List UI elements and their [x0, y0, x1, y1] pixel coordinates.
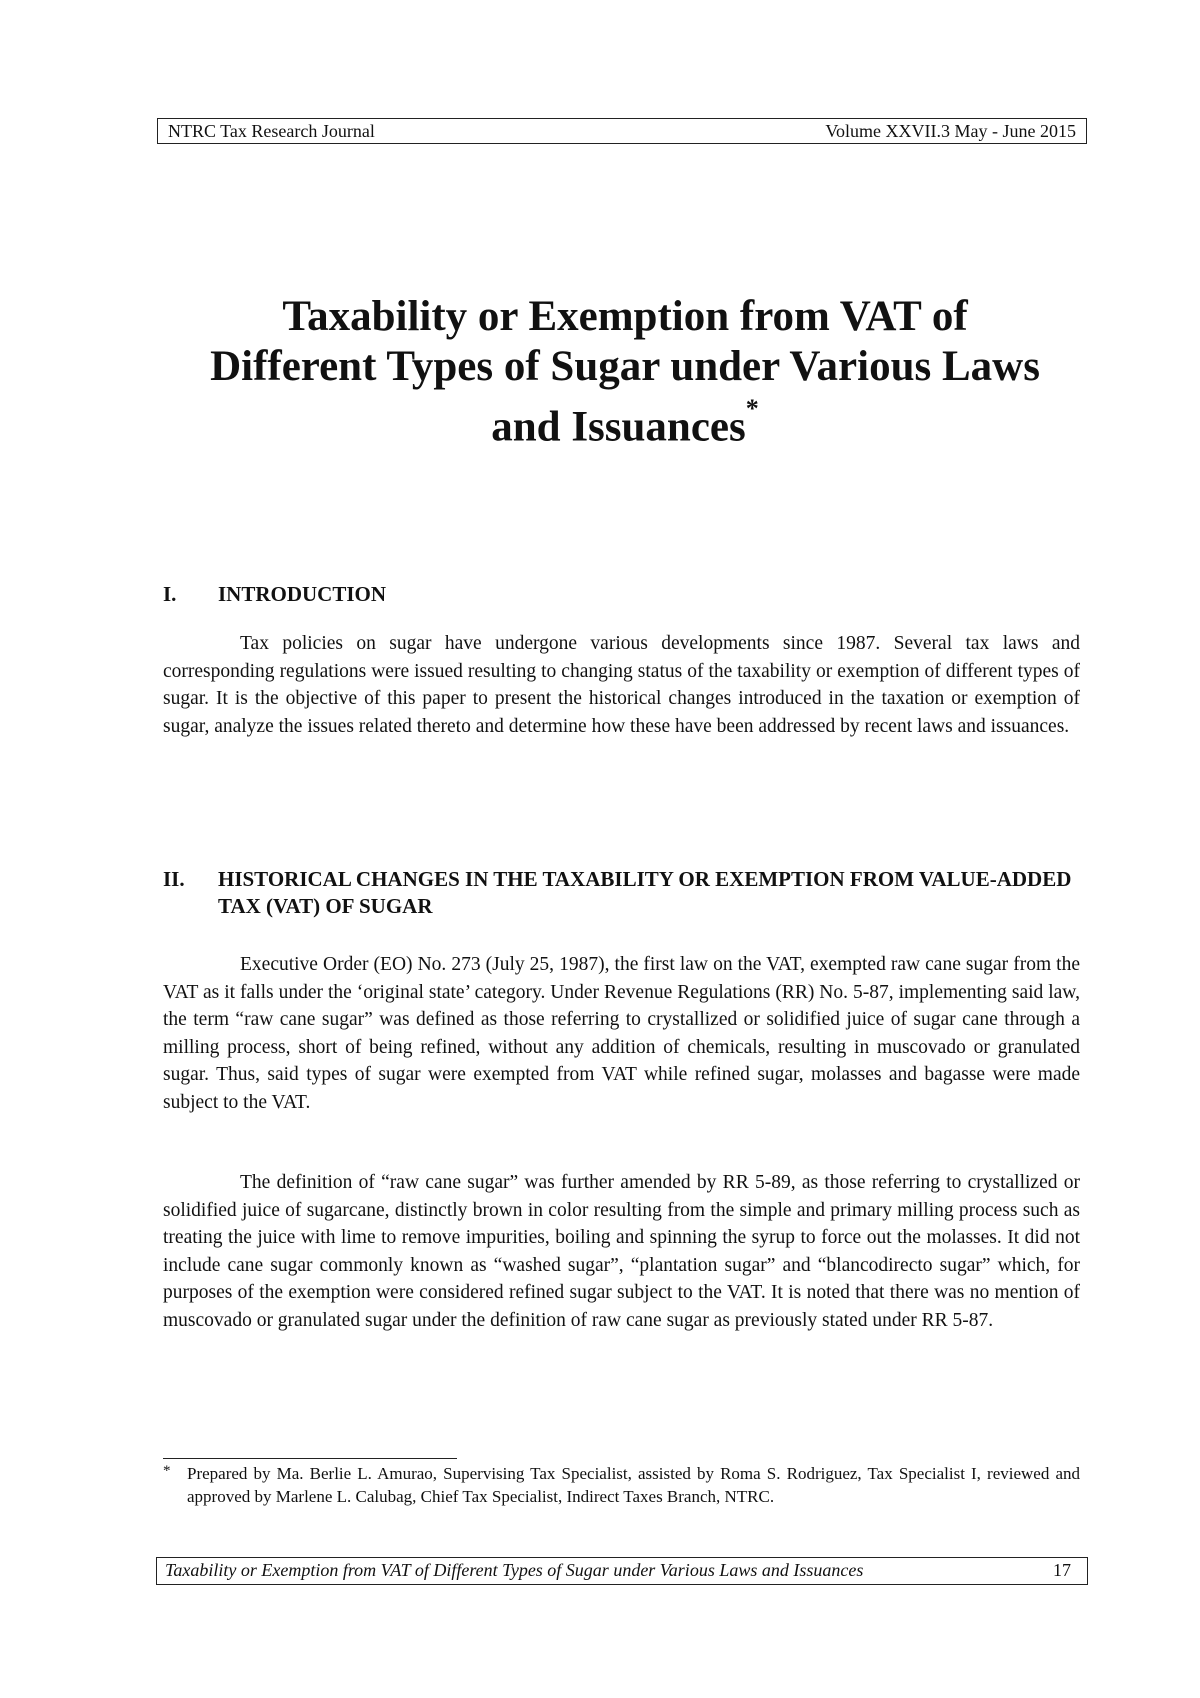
title-footnote-marker: * — [745, 394, 759, 423]
running-header — [157, 118, 1087, 144]
title-line-3-text: and Issuances — [491, 403, 746, 451]
paragraph-introduction: Tax policies on sugar have undergone various developments since 1987. Several tax laws and corresponding regulations were issued resulting to changing status of the taxability or exemption of different types of sugar. It is the objective of this paper to present the historical changes introduced in the taxation or exemption of sugar, analyze the issues related thereto and determine how these have been addressed by recent laws and issuances. — [163, 633, 1080, 737]
issue-info: Volume XXVII.3 May - June 2015 — [825, 121, 1076, 141]
section-number: I. — [163, 582, 177, 606]
footnote-text: Prepared by Ma. Berlie L. Amurao, Supervising Tax Specialist, assisted by Roma S. Rodriguez, Tax Specialist I, reviewed and approved by Marlene L. Calubag, Chief Tax Specialist, Indirect Taxes Branch, NTRC. — [187, 1464, 1080, 1506]
paragraph-eo-273: Executive Order (EO) No. 273 (July 25, 1987), the first law on the VAT, exempted raw cane sugar from the VAT as it falls under the ‘original state’ category. Under Revenue Regulations (RR) No. 5-87, implementing said law, the term “raw cane sugar” was defined as those referring to crystallized or solidified juice of sugar cane through a milling process, short of being refined, without any addition of chemicals, resulting in muscovado or granulated sugar. Thus, said types of sugar were exempted from VAT while refined sugar, molasses and bagasse were made subject to the VAT. — [163, 954, 1080, 1113]
section-title: HISTORICAL CHANGES IN THE TAXABILITY OR EXEMPTION FROM VALUE-ADDED TAX (VAT) OF SUGAR — [218, 867, 1072, 918]
section-title: INTRODUCTION — [218, 582, 387, 606]
journal-name: NTRC Tax Research Journal — [168, 121, 375, 141]
title-line-1: Taxability or Exemption from VAT of — [282, 293, 968, 340]
footnote-marker: * — [163, 1463, 171, 1479]
page-number: 17 — [1053, 1560, 1071, 1580]
article-title — [150, 292, 1100, 452]
paragraph-rr-5-89: The definition of “raw cane sugar” was further amended by RR 5-89, as those referring to crystallized or solidified juice of sugarcane, distinctly brown in color resulting from the simple and primary milling process such as treating the juice with lime to remove impurities, boiling and spinning the syrup to force out the molasses. It did not include cane sugar commonly known as “washed sugar”, “plantation sugar” and “blancodirecto sugar” which, for purposes of the exemption were considered refined sugar subject to the VAT. It is noted that there was no mention of muscovado or granulated sugar under the definition of raw cane sugar as previously stated under RR 5-87. — [163, 1172, 1080, 1331]
footer-running-title: Taxability or Exemption from VAT of Different Types of Sugar under Various Laws and Issuances — [165, 1560, 864, 1580]
footnote-divider — [163, 1458, 457, 1459]
title-line-2: Different Types of Sugar under Various Laws — [210, 343, 1040, 390]
section-number: II. — [163, 867, 185, 891]
running-footer — [156, 1557, 1088, 1585]
title-line-3 — [150, 392, 1100, 452]
